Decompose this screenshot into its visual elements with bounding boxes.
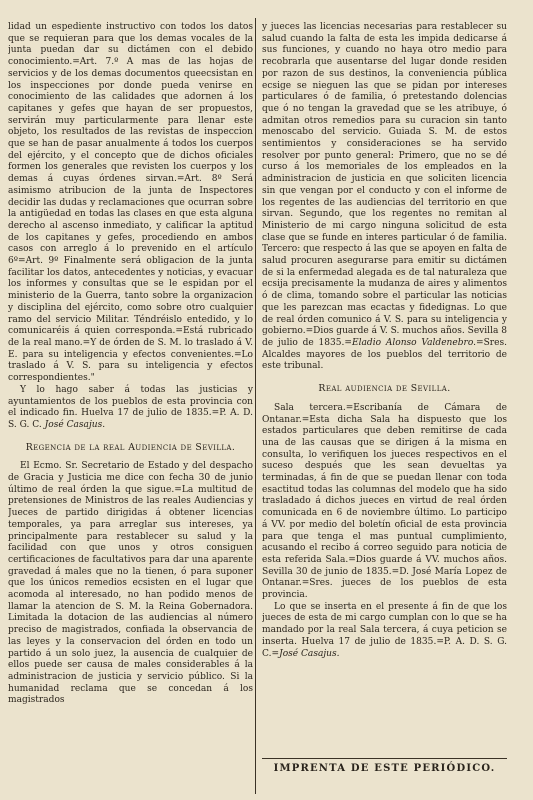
- section-heading-regencia: Regencia de la real Audiencia de Sevilla.: [25, 441, 236, 453]
- right-paragraph-1-tail: =Sres. Alcaldes mayores de los pueblos del territorio de este tribunal.: [262, 337, 507, 372]
- left-signature-2: José Casajus.: [44, 419, 106, 430]
- footer-rule: [262, 758, 507, 759]
- right-paragraph-3-text: Lo que se inserta en el presente á fin de que los jueces de esta de mi cargo cumplan con lo que se ha mandado por la real Sala tercera, á cuya peticion se inserta. Huelva 17 de julio de 1835.=P. A. D. S. G. C.=: [262, 601, 507, 659]
- imprenta-footer: [262, 758, 507, 774]
- column-divider: [255, 18, 256, 794]
- left-paragraph-2: [8, 385, 253, 432]
- left-paragraph-3: El Ecmo. Sr. Secretario de Estado y del despacho de Gracia y Justicia me dice con fecha 30 de junio último de real órden la que sigue.=La multitud de pretensiones de Ministros de las reales Audiencias y Jueces de partido dirigidas á obtener licencias temporales, ya para arreglar sus intereses, ya principalmente para restablecer su salud y la facilidad con que unos y otros consiguen certificaciones de facultativos para dar una aparente gravedad á males que no la tienen, ó para suponer que los únicos remedios ecsisten en el lugar que acomoda al interesado, no han podido menos de llamar la atencion de S. M. la Reina Gobernadora. Limitada la dotacion de las audiencias al número preciso de magistrados, confiada la observancia de las leyes y la conservacion del órden en todo un partido á un solo juez, la ausencia de cualquier de ellos puede ser causa de males considerables á la administracion de justicia y servicio público. Si la humanidad reclama que se concedan á los magistrados: [8, 461, 253, 706]
- imprenta-label: IMPRENTA DE ESTE PERIÓDICO.: [273, 763, 496, 774]
- right-signature-1: Eladio Alonso Valdenebro.: [352, 337, 477, 348]
- left-column: [8, 22, 253, 792]
- right-paragraph-3: [262, 602, 507, 661]
- section-heading-real-audiencia: Real audiencia de Sevilla.: [318, 383, 451, 395]
- right-column: [262, 22, 507, 712]
- right-signature-3: José Casajus.: [279, 648, 340, 659]
- right-paragraph-1: [262, 22, 507, 373]
- right-paragraph-1-text: y jueces las licencias necesarias para restablecer su salud cuando la falta de esta les impida dedicarse á sus funciones, y cuando no haya otro medio para recobrarla que ausentarse del lugar donde residen por razon de sus destinos, la conveniencia pública ecsige se nieguen las que se pidan por intereses particulares ó de familia, ó pretestando dolencias que ó no tengan la gravedad que se les atribuye, ó admitan otros remedios para su curacion sin tanto menoscabo del servicio. Guiada S. M. de estos sentimientos y consideraciones se ha servido resolver por punto general: Primero, que no se dé curso á los memoriales de los empleados en la administracion de justicia en que soliciten licencia sin que vengan por el conducto y con el informe de los regentes de las audiencias del territorio en que sirvan. Segundo, que los regentes no remitan al Ministerio de mi cargo ninguna solicitud de esta clase que se funde en interes particular ó de familia. Tercero: que respecto á las que se apoyen en falta de salud procuren asegurarse para emitir su dictámen de si la enfermedad alegada es de tal naturaleza que ecsija precisamente la mudanza de aires y alimentos ó de clima, tomando sobre el particular las noticias que les parezcan mas ecactas y fidedignas. Lo que de real órden comunico á V. S. para su inteligencia y gobierno.=Dios guarde á V. S. muchos años. Sevilla 8 de julio de 1835.=: [262, 22, 507, 348]
- left-paragraph-1: lidad un espediente instructivo con todos los datos que se requieran para que los demas vocales de la junta puedan dar su dictámen con el debido conocimiento.=Art. 7.º A mas de las hojas de servicios y de los demas documentos queecsistan en los inspecciones por donde pueda venirse en conocimiento de las calidades que adornen á los capitanes y gefes que hayan de ser propuestos, servirán muy particularmente para llenar este objeto, los resultados de las revistas de inspeccion que se han de pasar anualmente á todos los cuerpos del ejército, y el concepto que de dichos oficiales formen los generales que revisten los cuerpos y los demas á cuyas órdenes sirvan.=Art. 8º Será asimismo atribucion de la junta de Inspectores decidir las dudas y reclamaciones que ocurran sobre la antigüedad en todas las clases en que esta alguna derecho al ascenso inmediato, y calificar la aptitud de los capitanes y gefes, procediendo en ambos casos con arreglo á lo prevenido en el artículo 6º=Art. 9º Finalmente será obligacion de la junta facilitar los datos, antecedentes y noticias, y evacuar los informes y consultas que se le espidan por el ministerio de la Guerra, tanto sobre la organizacion y disciplina del ejército, como sobre otro cualquier ramo del servicio Militar. Téndréislo entedido, y lo comunicaréis á quien corresponda.=Está rubricado de la real mano.=Y de órden de S. M. lo traslado á V. E. para su inteligencia y efectos convenientes.=Lo traslado á V. S. para su inteligencia y efectos correspondientes.": [8, 22, 253, 384]
- right-paragraph-2: Sala tercera.=Escribanía de Cámara de Ontanar.=Esta dicha Sala ha dispuesto que los estados particulares que deben remitirse de cada una de las causas que se dirigen á la misma en consulta, lo verifiquen los jueces respectivos en el suceso después que les sean devueltas ya terminadas, á fin de que se puedan llenar con toda esactitud todas las columnas del modelo que ha sido trasladado á dichos jueces en virtud de real órden comunicada en 6 de noviembre último. Lo participo á VV. por medio del boletín oficial de esta provincia para que tenga el mas puntual cumplimiento, acusando el recibo á correo seguido para noticia de esta referida Sala.=Dios guarde á VV. muchos años. Sevilla 30 de junio de 1835.=D. José María Lopez de Ontanar.=Sres. jueces de los pueblos de esta provincia.: [262, 402, 507, 601]
- left-paragraph-2-text: Y lo hago saber á todas las justicias y ayuntamientos de los pueblos de esta provincia con el indicado fin. Huelva 17 de julio de 1835.=P. A. D. S. G. C.: [8, 384, 253, 430]
